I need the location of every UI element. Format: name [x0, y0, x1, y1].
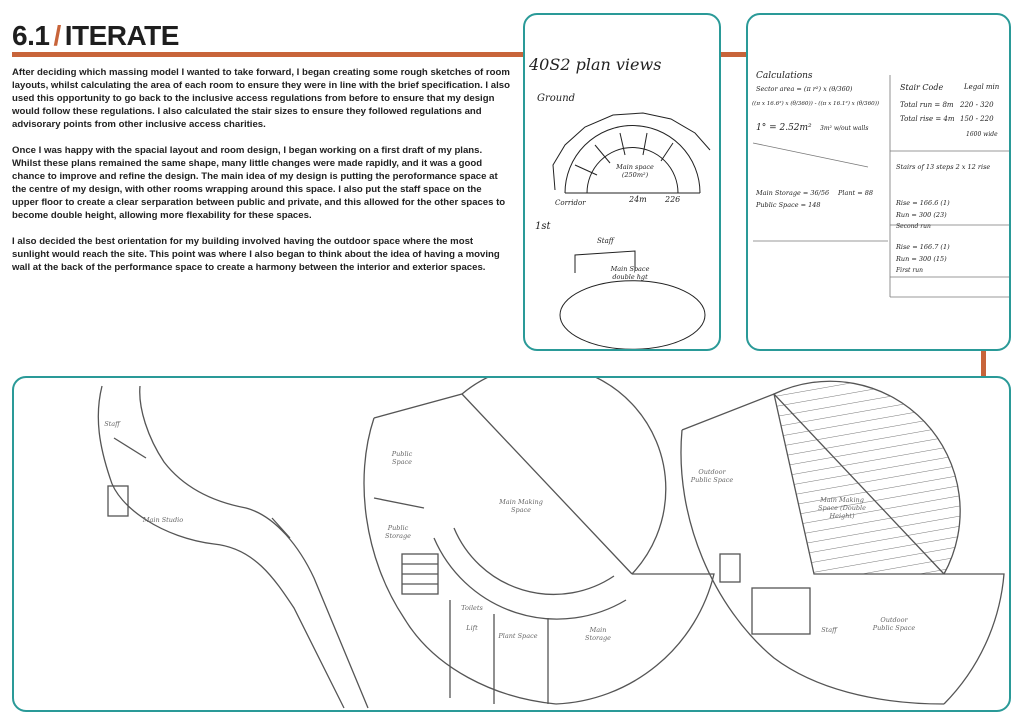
staff-label: Staff — [597, 237, 614, 245]
plan3-outdoor-label: Outdoor Public Space — [690, 468, 734, 484]
plan1-staff-label: Staff — [104, 420, 120, 428]
plan3-outdoor-label-2: Outdoor Public Space — [872, 616, 916, 632]
rise-2: Rise = 166.7 (1) — [896, 243, 950, 251]
main-space-label: Main space (250m²) — [616, 163, 654, 179]
main-space-double-label: Main Space double hgt — [610, 265, 650, 281]
plan-sketch-heading: 40S2 plan views — [529, 55, 662, 74]
stair-code-title: Stair Code — [900, 83, 944, 92]
section-number: 6.1 — [12, 20, 50, 51]
plan2-public-label: Public Space — [391, 450, 413, 466]
page-title — [12, 22, 179, 50]
storage-area: Main Storage = 36/56 — [756, 189, 830, 197]
corridor-label: Corridor — [555, 199, 586, 207]
width-note: 1600 wide — [966, 131, 998, 138]
legal-min-label: Legal min — [964, 83, 1000, 91]
total-rise: Total rise = 4m — [900, 115, 955, 123]
total-run: Total run = 8m — [900, 101, 954, 109]
plan3-staff-label: Staff — [821, 626, 837, 634]
section-title: ITERATE — [64, 20, 179, 51]
dimension-label: 24m — [629, 195, 647, 204]
sketch-panel-calculations — [746, 13, 1011, 351]
result-note: 3m² w/out walls — [820, 125, 869, 132]
degree-result: 1° = 2.52m² — [756, 123, 812, 133]
dimension-label-2: 226 — [665, 195, 681, 204]
rise-range: 150 - 220 — [960, 115, 994, 123]
stair-flight: Stairs of 13 steps 2 x 12 rise — [896, 163, 991, 171]
header-rule — [12, 52, 527, 57]
plan2-toilets-label: Toilets — [461, 604, 483, 612]
plan2-storage-label: Public Storage — [385, 524, 411, 540]
second-run: Second run — [896, 223, 931, 230]
plan2-plant-label: Plant Space — [498, 632, 538, 640]
floor-plans-panel — [12, 376, 1011, 712]
calc-title: Calculations — [756, 71, 813, 81]
rise-1: Rise = 166.6 (1) — [896, 199, 950, 207]
plan1-studio-label: Main Studio — [142, 516, 184, 524]
first-floor-label: 1st — [535, 221, 551, 232]
run-2: Run = 300 (15) — [896, 255, 947, 263]
public-area: Public Space = 148 — [756, 201, 821, 209]
plan3-main-label: Main Making Space (Double Height) — [818, 496, 866, 520]
ground-floor-label: Ground — [537, 93, 576, 104]
first-run: First run — [896, 267, 923, 274]
plan2-main-label: Main Making Space — [499, 498, 543, 514]
run-1: Run = 300 (23) — [896, 211, 947, 219]
calc-sketch-lines — [748, 15, 1011, 351]
sketch-panel-plan-views — [523, 13, 721, 351]
sector-area-formula: Sector area = (π r²) x (θ/360) — [756, 85, 853, 93]
floor-plans-drawing — [14, 378, 1011, 712]
plant-area: Plant = 88 — [838, 189, 873, 197]
paragraph: I also decided the best orientation for my building involved having the outdoor space where the most sunlight would reach the site. This point was where I also began to think about the idea of having a moving wall at the back of the performance space to create a harmony between the interior and exterior spaces. — [12, 236, 500, 273]
body-text — [12, 66, 510, 287]
run-range: 220 - 320 — [960, 101, 994, 109]
vertical-connector-rule — [981, 350, 986, 378]
paragraph: Once I was happy with the spacial layout and room design, I began working on a first draft of my plans. Whilst these plans remained the same shape, many little changes were made rapidly, and it was a good chance to improve and refine the design. The main idea of my design is putting the peroformance space at the centre of my design, with other rooms wrapping around this space. I also put the staff space on the upper floor to create a clear serparation between public and private, and this allowed for the other spaces to become double height, allowing more flexability for these spaces. — [12, 145, 506, 221]
plan2-lift-label: Lift — [466, 624, 478, 632]
plan2-main-storage-label: Main Storage — [585, 626, 611, 642]
area-formula: ((π x 16.6²) x (θ/360)) - ((π x 16.1²) x (θ/360)) — [752, 101, 880, 107]
title-slash: / — [53, 20, 61, 51]
paragraph: After deciding which massing model I wanted to take forward, I began creating some rough sketches of room layouts, whilst calculating the area of each room to ensure they were in line with the brief specification. I also used this opportunity to go back to the inclusive access regulations from before to ensure that my design would follow these regulations. I also calculated the stair sizes to ensure they followed regulations and advisorary points from other inclusive access charities. — [12, 67, 510, 130]
